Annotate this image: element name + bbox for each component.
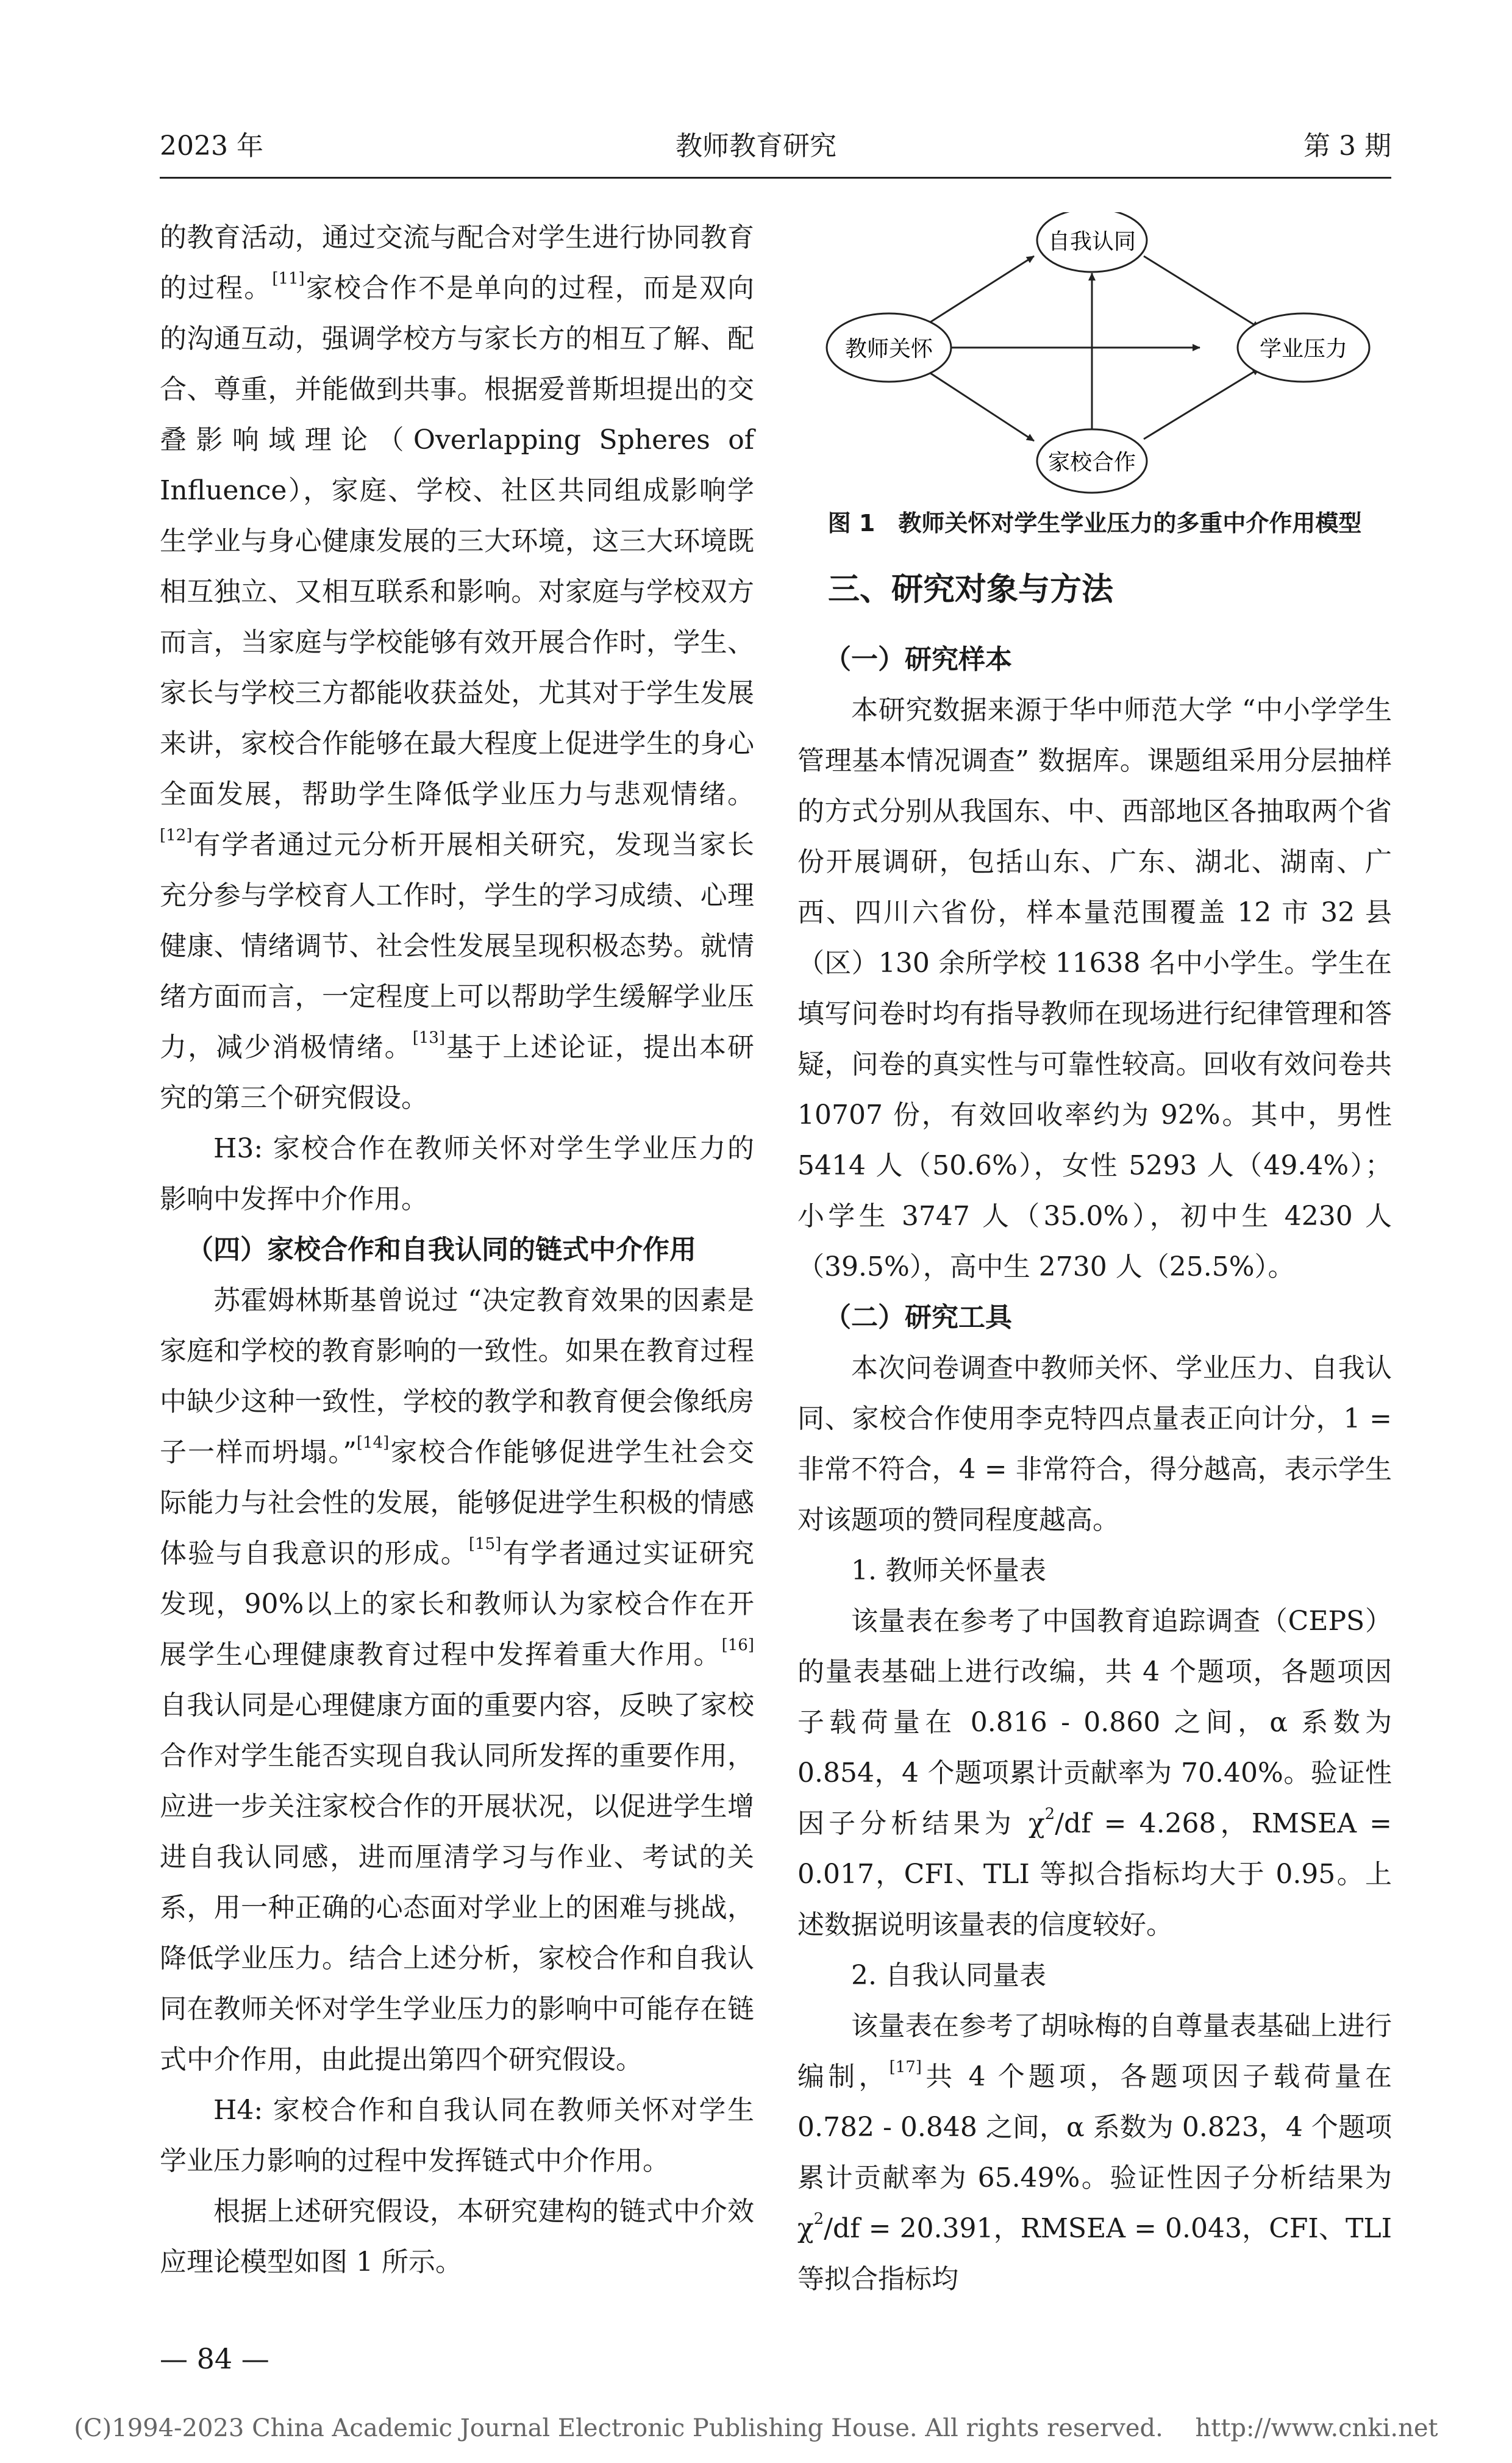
paragraph-sample: 本研究数据来源于华中师范大学 “中小学学生管理基本情况调查” 数据库。课题组采用分层抽样的方式分别从我国东、中、西部地区各抽取两个省份开展调研，包括山东、广东、湖北、湖南、广西、四川六省份，样本量范围覆盖 12 市 32 县（区）130 余所学校 11638 名中小学生。学生在填写问卷时均有指导教师在现场进行纪律管理和答疑，问卷的真实性与可靠性较高。回收有效问卷共 10707 份，有效回收率约为 92%。其中，男性 5414 人（50.6%），女性 5293 人（49.4%）；小学生 3747 人（35.0%），初中生 4230 人（39.5%），高中生 2730 人（25.5%）。: [797, 695, 1392, 1282]
arrow-care-to-identity: [929, 256, 1034, 323]
header-year: 2023 年: [160, 130, 263, 162]
header-rule: [160, 177, 1391, 179]
header-issue: 第 3 期: [1303, 130, 1391, 162]
hypothesis-h3: H3: 家校合作在教师关怀对学生学业压力的影响中发挥中介作用。: [160, 1133, 754, 1215]
citation-14: [14]: [356, 1434, 390, 1452]
label-teacher-care: 教师关怀: [844, 337, 933, 362]
copyright-footer: (C)1994-2023 China Academic Journal Electronic Publishing House. All rights reserved. http://www.cnki.net: [74, 2414, 1438, 2442]
figure-1-model-diagram: [797, 212, 1392, 499]
page-header: [0, 0, 1512, 183]
label-home-school: 家校合作: [1047, 450, 1136, 475]
mediation-diagram-svg: [797, 212, 1392, 499]
citation-17: [17]: [889, 2058, 922, 2076]
section-heading-4: （四）家校合作和自我认同的链式中介作用: [187, 1234, 696, 1265]
section-heading-3: 三、研究对象与方法: [828, 571, 1114, 608]
arrow-care-to-cooperation: [929, 372, 1034, 441]
subsection-sample: （一）研究样本: [824, 644, 1012, 675]
paragraph-model-intro: 根据上述研究假设，本研究建构的链式中介效应理论模型如图 1 所示。: [160, 2196, 754, 2278]
citation-15: [15]: [468, 1535, 502, 1553]
paragraph-home-school-theory: 的教育活动，通过交流与配合对学生进行协同教育的过程。[11]家校合作不是单向的过程，而是双向的沟通互动，强调学校方与家长方的相互了解、配合、尊重，并能做到共事。根据爱普斯坦提出的交叠影响域理论（Overlapping Spheres of Influence），家庭、学校、社区共同组成影响学生学业与身心健康发展的三大环境，这三大环境既相互独立、又相互联系和影响。对家庭与学校双方而言，当家庭与学校能够有效开展合作时，学生、家长与学校三方都能收获益处，尤其对于学生发展来讲，家校合作能够在最大程度上促进学生的身心全面发展，帮助学生降低学业压力与悲观情绪。[12]有学者通过元分析开展相关研究，发现当家长充分参与学校育人工作时，学生的学习成绩、心理健康、情绪调节、社会性发展呈现积极态势。就情绪方面而言，一定程度上可以帮助学生缓解学业压力，减少消极情绪。[13]基于上述论证，提出本研究的第三个研究假设。: [160, 222, 755, 1114]
hypothesis-h4: H4: 家校合作和自我认同在教师关怀对学生学业压力影响的过程中发挥链式中介作用。: [160, 2095, 754, 2176]
paragraph-chain-mediation: 苏霍姆林斯基曾说过 “决定教育效果的因素是家庭和学校的教育影响的一致性。如果在教育过程中缺少这种一致性，学校的教学和教育便会像纸房子一样而坍塌。”[14]家校合作能够促进学生社会交际能力与社会性的发展，能够促进学生积极的情感体验与自我意识的形成。[15]有学者通过实证研究发现，90%以上的家长和教师认为家校合作在开展学生心理健康教育过程中发挥着重大作用。[16]自我认同是心理健康方面的重要内容，反映了家校合作对学生能否实现自我认同所发挥的重要作用，应进一步关注家校合作的开展状况，以促进学生增进自我认同感，进而厘清学习与作业、考试的关系，用一种正确的心态面对学业上的困难与挑战，降低学业压力。结合上述分析，家校合作和自我认同在教师关怀对学生学业压力的影响中可能存在链式中介作用，由此提出第四个研究假设。: [160, 1285, 755, 2075]
page-number: — 84 —: [160, 2342, 269, 2375]
paragraph-self-identity-scale: 该量表在参考了胡咏梅的自尊量表基础上进行编制，[17]共 4 个题项，各题项因子载荷量在 0.782 - 0.848 之间，α 系数为 0.823，4 个题项累计贡献率为 65.49%。验证性因子分析结果为 $\chi^2/df = 20.391$，RMSEA = 0.043，CFI、TLI 等拟合指标均: [797, 2011, 1392, 2295]
subheading-teacher-care-scale: 1. 教师关怀量表: [851, 1555, 1046, 1586]
citation-12: [12]: [160, 826, 193, 845]
figure-1-caption: 图 1 教师关怀对学生学业压力的多重中介作用模型: [827, 510, 1362, 537]
arrow-cooperation-to-pressure: [1144, 368, 1260, 439]
header-journal: 教师教育研究: [676, 130, 836, 162]
citation-11: [11]: [272, 270, 305, 288]
citation-16: [16]: [721, 1636, 754, 1654]
arrow-identity-to-pressure: [1144, 256, 1260, 328]
subsection-tools: （二）研究工具: [824, 1302, 1012, 1333]
right-column: [797, 212, 1392, 2304]
label-academic-pressure: 学业压力: [1259, 337, 1348, 362]
label-self-identity: 自我认同: [1047, 229, 1136, 254]
citation-13: [13]: [412, 1029, 446, 1047]
left-column: [160, 212, 754, 2287]
subheading-self-identity-scale: 2. 自我认同量表: [851, 1960, 1046, 1991]
paragraph-teacher-care-scale: 该量表在参考了中国教育追踪调查（CEPS）的量表基础上进行改编，共 4 个题项，各题项因子载荷量在 0.816 - 0.860 之间，α 系数为 0.854，4 个题项累计贡献率为 70.40%。验证性因子分析结果为 $\chi^2/df = 4.268$，RMSEA = 0.017，CFI、TLI 等拟合指标均大于 0.95。上述数据说明该量表的信度较好。: [797, 1606, 1393, 1940]
paragraph-tools: 本次问卷调查中教师关怀、学业压力、自我认同、家校合作使用李克特四点量表正向计分，1 = 非常不符合，4 = 非常符合，得分越高，表示学生对该题项的赞同程度越高。: [797, 1353, 1392, 1535]
